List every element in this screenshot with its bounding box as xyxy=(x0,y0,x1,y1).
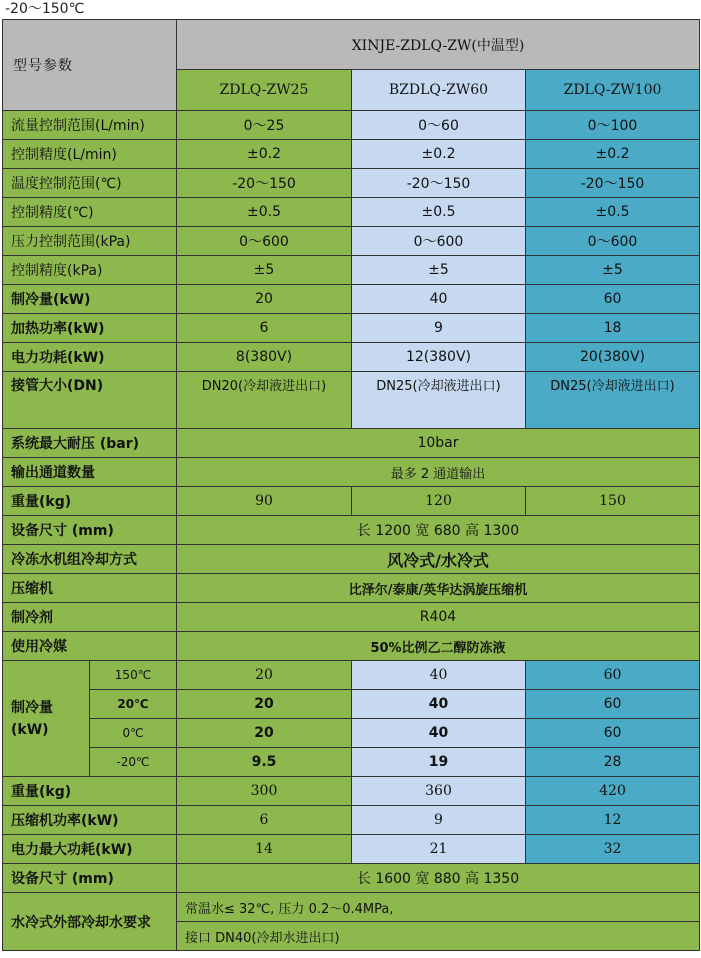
cell: 150 xyxy=(526,487,700,516)
cell: ±0.2 xyxy=(526,140,700,169)
cell: 0～600 xyxy=(177,227,352,256)
water-req-line1: 常温水≤ 32℃, 压力 0.2～0.4MPa, xyxy=(177,893,700,922)
cell: -20～150 xyxy=(352,169,526,198)
cell: 0～25 xyxy=(177,111,352,140)
model-3: ZDLQ-ZW100 xyxy=(526,70,700,111)
param-header: 型号参数 xyxy=(3,20,177,111)
cell: 最多 2 通道输出 xyxy=(177,458,700,487)
cell: 18 xyxy=(526,314,700,343)
row-label: 输出通道数量 xyxy=(3,458,177,487)
table-row xyxy=(3,458,700,487)
table-row xyxy=(3,603,700,632)
cell: 10bar xyxy=(177,429,700,458)
cell: 60 xyxy=(526,285,700,314)
row-label: 水冷式外部冷却水要求 xyxy=(3,893,177,951)
row-label: 控制精度(℃) xyxy=(3,198,177,227)
cell: DN25(冷却液进出口) xyxy=(526,372,700,429)
table-row xyxy=(3,227,700,256)
cell: 20(380V) xyxy=(526,343,700,372)
row-label: 重量(kg) xyxy=(3,487,177,516)
table-row xyxy=(3,111,700,140)
row-label: 温度控制范围(℃) xyxy=(3,169,177,198)
cell: 9 xyxy=(352,806,526,835)
cell: 6 xyxy=(177,314,352,343)
cell: 420 xyxy=(526,777,700,806)
cell: 40 xyxy=(352,285,526,314)
table-row xyxy=(3,748,700,777)
cell: ±5 xyxy=(177,256,352,285)
cell: 14 xyxy=(177,835,352,864)
cell: 50%比例乙二醇防冻液 xyxy=(177,632,700,661)
table-row xyxy=(3,429,700,458)
table-row xyxy=(3,864,700,893)
cell: 60 xyxy=(526,661,700,690)
cell: 比泽尔/泰康/英华达涡旋压缩机 xyxy=(177,574,700,603)
table-row xyxy=(3,198,700,227)
cell: 9.5 xyxy=(177,748,352,777)
row-label: 设备尺寸 (mm) xyxy=(3,516,177,545)
cell: R404 xyxy=(177,603,700,632)
row-label: 接管大小(DN) xyxy=(3,372,177,429)
row-label: 制冷剂 xyxy=(3,603,177,632)
cell: 12(380V) xyxy=(352,343,526,372)
temp-label: 0℃ xyxy=(90,719,177,748)
cell: 40 xyxy=(352,690,526,719)
row-label: 控制精度(L/min) xyxy=(3,140,177,169)
table-row xyxy=(3,719,700,748)
cell: 60 xyxy=(526,690,700,719)
cell: DN20(冷却液进出口) xyxy=(177,372,352,429)
temp-label: -20℃ xyxy=(90,748,177,777)
cell: DN25(冷却液进出口) xyxy=(352,372,526,429)
cell: 6 xyxy=(177,806,352,835)
capacity-label-line2: (kW) xyxy=(11,721,49,738)
model-2: BZDLQ-ZW60 xyxy=(352,70,526,111)
row-label: 系统最大耐压 (bar) xyxy=(3,429,177,458)
cell: 360 xyxy=(352,777,526,806)
row-label: 冷冻水机组冷却方式 xyxy=(3,545,177,574)
model-title: XINJE-ZDLQ-ZW(中温型) xyxy=(177,20,700,70)
row-label: 电力功耗(kW) xyxy=(3,343,177,372)
model-1: ZDLQ-ZW25 xyxy=(177,70,352,111)
cell: -20～150 xyxy=(177,169,352,198)
capacity-label-line1: 制冷量 xyxy=(11,699,53,716)
cell: 21 xyxy=(352,835,526,864)
cell: 19 xyxy=(352,748,526,777)
row-label: 使用冷媒 xyxy=(3,632,177,661)
table-row xyxy=(3,690,700,719)
cell: 60 xyxy=(526,719,700,748)
cell: 20 xyxy=(177,719,352,748)
cell: 28 xyxy=(526,748,700,777)
table-row xyxy=(3,574,700,603)
row-label: 电力最大功耗(kW) xyxy=(3,835,177,864)
row-label: 压缩机 xyxy=(3,574,177,603)
cell: ±0.2 xyxy=(352,140,526,169)
cell: 20 xyxy=(177,285,352,314)
table-row xyxy=(3,777,700,806)
spec-table xyxy=(2,19,700,951)
table-row xyxy=(3,545,700,574)
cell: 20 xyxy=(177,690,352,719)
cell: 风冷式/水冷式 xyxy=(177,545,700,574)
table-row xyxy=(3,893,700,922)
table-row xyxy=(3,372,700,429)
cell: 120 xyxy=(352,487,526,516)
cell: 40 xyxy=(352,719,526,748)
temp-label: 150℃ xyxy=(90,661,177,690)
table-row xyxy=(3,256,700,285)
table-row xyxy=(3,169,700,198)
table-row xyxy=(3,285,700,314)
cell: ±5 xyxy=(352,256,526,285)
cell: ±0.5 xyxy=(352,198,526,227)
row-label: 设备尺寸 (mm) xyxy=(3,864,177,893)
cell: 0～600 xyxy=(352,227,526,256)
table-row xyxy=(3,835,700,864)
table-row xyxy=(3,487,700,516)
cell: ±0.5 xyxy=(177,198,352,227)
cell: 32 xyxy=(526,835,700,864)
table-row xyxy=(3,140,700,169)
row-label: 加热功率(kW) xyxy=(3,314,177,343)
row-label: 压力控制范围(kPa) xyxy=(3,227,177,256)
table-row xyxy=(3,661,700,690)
table-row xyxy=(3,516,700,545)
cell: 0～60 xyxy=(352,111,526,140)
cell: 长 1200 宽 680 高 1300 xyxy=(177,516,700,545)
table-row xyxy=(3,806,700,835)
cell: -20～150 xyxy=(526,169,700,198)
cell: 12 xyxy=(526,806,700,835)
cell: ±0.2 xyxy=(177,140,352,169)
cell: 90 xyxy=(177,487,352,516)
cell: 9 xyxy=(352,314,526,343)
header-row xyxy=(3,20,700,70)
row-label: 控制精度(kPa) xyxy=(3,256,177,285)
cell: 300 xyxy=(177,777,352,806)
cell: 20 xyxy=(177,661,352,690)
water-req-line2: 接口 DN40(冷却水进出口) xyxy=(177,922,700,951)
cell: 长 1600 宽 880 高 1350 xyxy=(177,864,700,893)
row-label: 压缩机功率(kW) xyxy=(3,806,177,835)
table-row xyxy=(3,343,700,372)
capacity-label xyxy=(3,661,90,777)
table-row xyxy=(3,632,700,661)
cell: 0～100 xyxy=(526,111,700,140)
temperature-range-caption: -20～150℃ xyxy=(5,1,85,17)
cell: ±0.5 xyxy=(526,198,700,227)
cell: 8(380V) xyxy=(177,343,352,372)
cell: ±5 xyxy=(526,256,700,285)
temp-label: 20℃ xyxy=(90,690,177,719)
row-label: 重量(kg) xyxy=(3,777,177,806)
cell: 0～600 xyxy=(526,227,700,256)
row-label: 流量控制范围(L/min) xyxy=(3,111,177,140)
cell: 40 xyxy=(352,661,526,690)
table-row xyxy=(3,314,700,343)
row-label: 制冷量(kW) xyxy=(3,285,177,314)
